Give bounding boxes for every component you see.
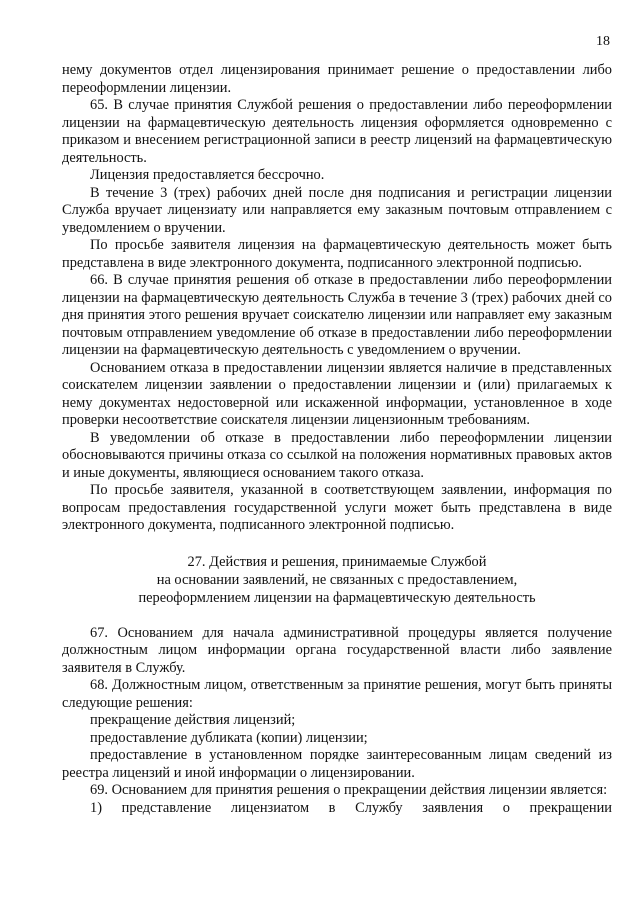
paragraphs-after-heading [62, 625, 612, 818]
paragraph: В уведомлении об отказе в предоставлении либо переоформлении лицензии обосновываются причины отказа со ссылкой на положения нормативных правовых актов и иные документы, являющиеся основанием такого отказа. [62, 429, 612, 481]
paragraph: нему документов отдел лицензирования принимает решение о предоставлении либо переоформлении лицензии. [62, 62, 612, 96]
paragraph: 1) представление лицензиатом в Службу заявления о прекращении [90, 799, 612, 816]
paragraph: По просьбе заявителя лицензия на фармацевтическую деятельность может быть представлена в виде электронного документа, подписанного электронной подписью. [62, 237, 612, 271]
section-heading [62, 553, 612, 607]
paragraph: 68. Должностным лицом, ответственным за принятие решения, могут быть приняты следующие решения: [62, 677, 612, 711]
paragraph: Лицензия предоставляется бессрочно. [90, 167, 325, 183]
paragraph: Основанием отказа в предоставлении лицензии является наличие в представленных соискателем лицензии заявлении о предоставлении лицензии и (или) прилагаемых к нему документах недостоверной или искаженной информации, установленное в ходе проверки несоответствие соискателя лицензии лицензионным требованиям. [62, 359, 612, 428]
paragraph: прекращение действия лицензий; [90, 712, 296, 728]
paragraph: предоставление дубликата (копии) лицензии; [90, 729, 368, 746]
paragraph: 69. Основанием для принятия решения о прекращении действия лицензии является: [90, 782, 608, 798]
paragraph: 67. Основанием для начала административной процедуры является получение должностным лицом информации органа государственной власти либо заявление заявителя в Службу. [62, 624, 612, 676]
paragraph: В течение 3 (трех) рабочих дней после дня подписания и регистрации лицензии Служба вручает лицензиату или направляется ему заказным почтовым отправлением с уведомлением о вручении. [62, 184, 612, 236]
section-heading-line: 27. Действия и решения, принимаемые Службой [187, 553, 487, 570]
paragraph: предоставление в установленном порядке заинтересованным лицам сведений из реестра лицензий и иной информации о лицензировании. [62, 747, 612, 781]
document-body [62, 62, 612, 817]
paragraph: 65. В случае принятия Службой решения о предоставлении либо переоформлении лицензии на фармацевтическую деятельность лицензия оформляется одновременно с приказом и внесением регистрационной записи в реестр лицензий на фармацевтическую деятельность. [62, 97, 612, 166]
paragraph: 66. В случае принятия решения об отказе в предоставлении либо переоформлении лицензии на фармацевтическую деятельность Служба в течение 3 (трех) рабочих дней со дня принятия этого решения вручает соискателю лицензии или направляет ему заказным почтовым отправлением уведомление об отказе в предоставлении либо переоформлении лицензии на фармацевтическую деятельность с уведомлением о вручении. [62, 272, 612, 358]
section-heading-line: на основании заявлений, не связанных с предоставлением, [156, 571, 518, 588]
paragraph: По просьбе заявителя, указанной в соответствующем заявлении, информация по вопросам предоставления государственной услуги может быть представлена в виде электронного документа, подписанного электронной подписью. [62, 482, 612, 533]
section-heading-line: переоформлением лицензии на фармацевтическую деятельность [138, 589, 536, 606]
page-number: 18 [596, 34, 610, 49]
paragraphs-before-heading [62, 62, 612, 535]
